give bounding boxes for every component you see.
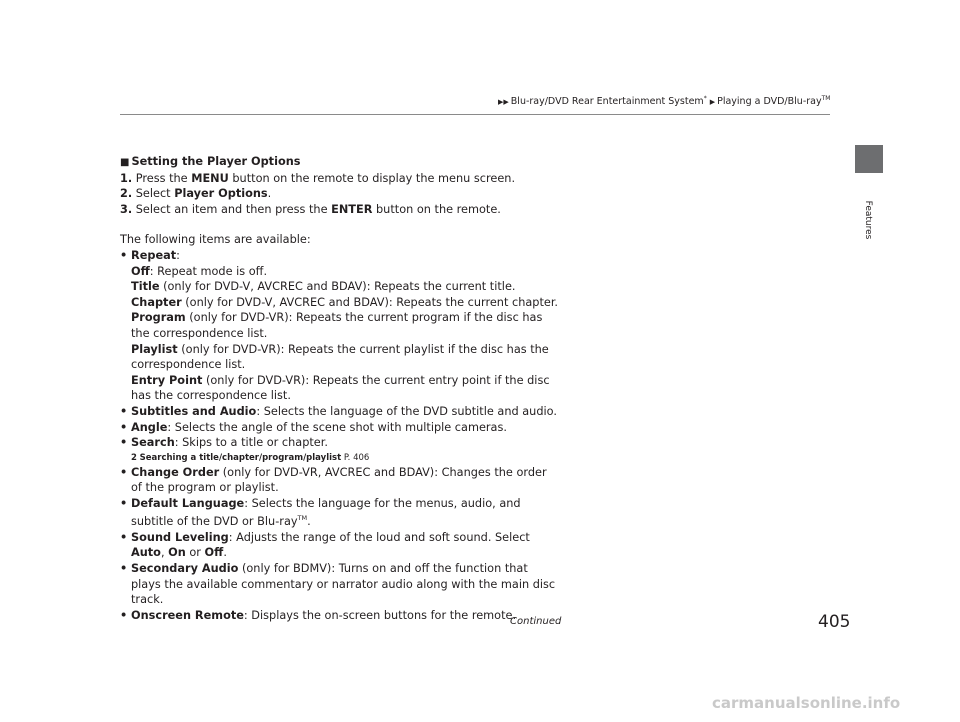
step-3: 3. Select an item and then press the ENTER button on the remote.	[120, 202, 501, 216]
repeat-option: Entry Point (only for DVD-VR): Repeats the current entry point if the disc has the correspondence list.	[131, 373, 550, 403]
bullet-default-language: • Default Language: Selects the language for the menus, audio, and subtitle of the DVD or Blu-ray™.	[120, 496, 560, 530]
repeat-option: Off: Repeat mode is off.	[131, 264, 268, 278]
watermark: carmanualsonline.info	[712, 694, 901, 712]
step-1: 1. Press the MENU button on the remote to display the menu screen.	[120, 171, 516, 185]
breadcrumb-arrow-icon: ▶▶	[498, 98, 509, 107]
section-title: Setting the Player Options	[131, 155, 301, 168]
step-number: 3.	[120, 202, 133, 216]
continued-label: Continued	[510, 616, 562, 627]
optional-equipment-mark: *	[703, 95, 707, 102]
chapter-tab-label	[856, 180, 880, 260]
section-heading	[120, 154, 560, 171]
repeat-option: Program (only for DVD-VR): Repeats the current program if the disc has the correspondence list.	[131, 311, 543, 340]
breadcrumb-item-rear-entertainment: Blu-ray/DVD Rear Entertainment System	[510, 96, 704, 108]
breadcrumb-item-playing: Playing a DVD/Blu-ray	[717, 96, 822, 108]
bullet-onscreen-remote: • Onscreen Remote: Displays the on-screen buttons for the remote.	[120, 608, 560, 624]
bullet-secondary-audio: • Secondary Audio (only for BDMV): Turns on and off the function that plays the available commentary or narrator audio along with the main disc track.	[120, 561, 560, 608]
repeat-option: Chapter (only for DVD-V, AVCREC and BDAV): Repeats the current chapter.	[131, 295, 559, 309]
bullet-sound-leveling: • Sound Leveling: Adjusts the range of the loud and soft sound. Select Auto, On or Off.	[120, 530, 560, 561]
header-rule	[120, 114, 830, 115]
spacer	[120, 217, 560, 232]
page-number: 405	[818, 612, 851, 632]
trademark-mark: TM	[297, 514, 308, 523]
breadcrumb-arrow-icon: ▶	[709, 98, 716, 107]
step-number: 2.	[120, 187, 133, 201]
main-content	[120, 154, 560, 623]
trademark-mark: TM	[821, 95, 831, 102]
chapter-tab-marker	[855, 145, 883, 173]
key-label: Player Options	[174, 187, 268, 201]
step-number: 1.	[120, 171, 133, 185]
cross-reference-link[interactable]: 2 Searching a title/chapter/program/playlist P. 406	[131, 452, 370, 463]
bullet-subtitles-audio: • Subtitles and Audio: Selects the language of the DVD subtitle and audio.	[120, 404, 560, 420]
bullet-angle: • Angle: Selects the angle of the scene shot with multiple cameras.	[120, 420, 560, 436]
square-bullet-icon: ■	[120, 157, 130, 168]
breadcrumb	[498, 95, 830, 107]
key-label: MENU	[191, 171, 229, 185]
repeat-option: Playlist (only for DVD-VR): Repeats the current playlist if the disc has the correspondence list.	[131, 342, 549, 372]
step-2: 2. Select Player Options.	[120, 187, 272, 201]
bullet-repeat: • Repeat:	[120, 248, 560, 264]
cross-reference-page: P. 406	[341, 452, 370, 463]
bullet-change-order: • Change Order (only for DVD-VR, AVCREC and BDAV): Changes the order of the program or playlist.	[120, 465, 560, 496]
chapter-tab-text: Features	[863, 200, 873, 240]
cross-reference-icon: 2	[131, 452, 137, 463]
key-label: ENTER	[331, 202, 373, 216]
bullet-search: • Search: Skips to a title or chapter.	[120, 435, 560, 451]
intro-text: The following items are available:	[120, 233, 311, 247]
repeat-option: Title (only for DVD-V, AVCREC and BDAV): Repeats the current title.	[131, 280, 516, 294]
